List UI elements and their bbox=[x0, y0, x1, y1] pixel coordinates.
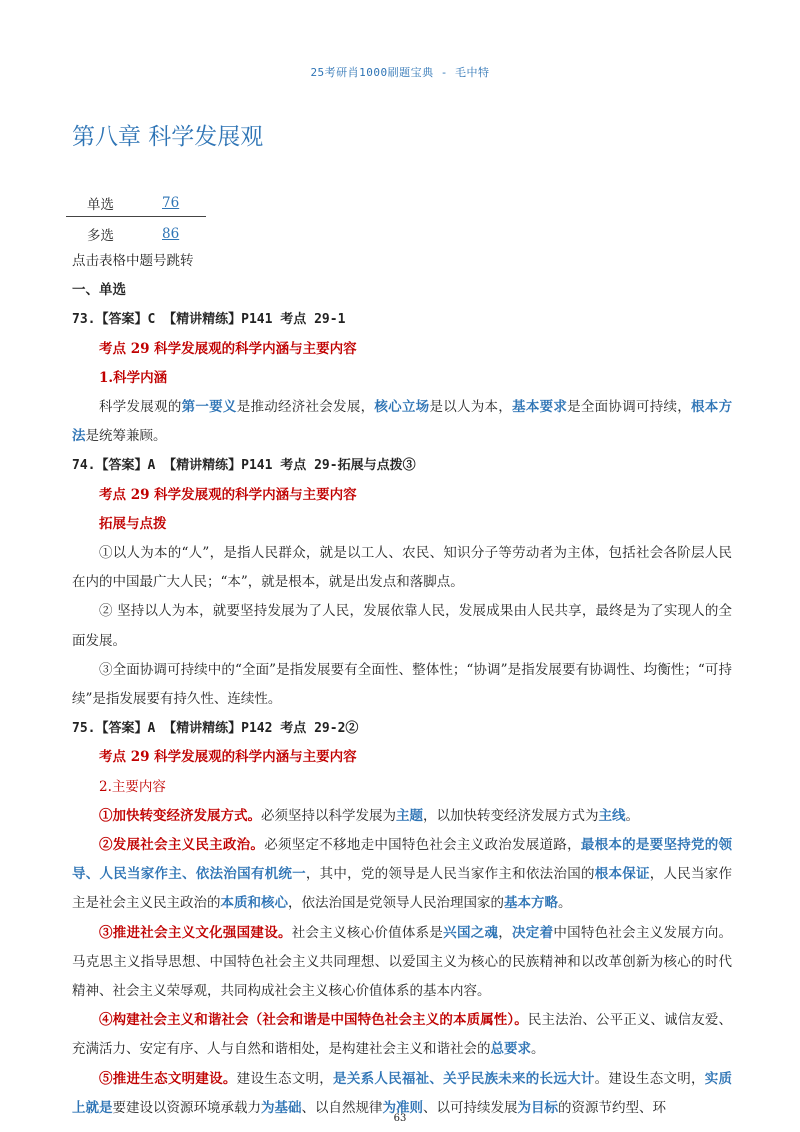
subtopic-heading: 拓展与点拨 bbox=[99, 515, 167, 532]
explanation-paragraph: ② 坚持以人为本，就要坚持发展为了人民，发展依靠人民，发展成果由人民共享，最终是为了实现人的全面发展。 bbox=[72, 603, 732, 649]
explanation-paragraph: ①以人为本的“人”，是指人民群众，就是以工人、农民、知识分子等劳动者为主体，包括社会各阶层人民在内的中国最广大人民；“本”，就是根本，就是出发点和落脚点。 bbox=[72, 545, 732, 591]
explanation-paragraph: ①加快转变经济发展方式。必须坚持以科学发展为主题，以加快转变经济发展方式为主线。 bbox=[99, 807, 639, 824]
toc-link-multi[interactable]: 86 bbox=[162, 225, 180, 242]
question-74-header: 74.【答案】A 【精讲精练】P141 考点 29-拓展与点拨③ bbox=[72, 458, 416, 474]
explanation-paragraph: 科学发展观的第一要义是推动经济社会发展，核心立场是以人为本，基本要求是全面协调可持续，根本方法是统筹兼顾。 bbox=[72, 399, 733, 445]
toc-label: 多选 bbox=[87, 227, 114, 244]
explanation-paragraph: ⑤推进生态文明建设。建设生态文明，是关系人民福祉、关乎民族未来的长远大计。建设生态文明，实质上就是要建设以资源环境承载力为基础、以自然规律为准则、以可持续发展为目标的资源节约型、环 bbox=[72, 1070, 733, 1116]
toc-row-single bbox=[66, 189, 206, 217]
jump-hint: 点击表格中题号跳转 bbox=[72, 253, 194, 269]
explanation-paragraph: ②发展社会主义民主政治。必须坚定不移地走中国特色社会主义政治发展道路，最根本的是要坚持党的领导、人民当家作主、依法治国有机统一，其中，党的领导是人民当家作主和依法治国的根本保证，人民当家作主是社会主义民主政治的本质和核心，依法治国是党领导人民治理国家的基本方略。 bbox=[72, 837, 733, 912]
question-75-header: 75.【答案】A 【精讲精练】P142 考点 29-2② bbox=[72, 721, 359, 737]
toc-table bbox=[66, 189, 206, 247]
topic-heading: 考点 29 科学发展观的科学内涵与主要内容 bbox=[99, 486, 357, 503]
explanation-paragraph: ④构建社会主义和谐社会（社会和谐是中国特色社会主义的本质属性）。民主法治、公平正义、诚信友爱、充满活力、安定有序、人与自然和谐相处，是构建社会主义和谐社会的总要求。 bbox=[72, 1012, 733, 1058]
main-content bbox=[72, 247, 732, 1123]
running-header: 25考研肖1000刷题宝典 - 毛中特 bbox=[310, 66, 490, 79]
subtopic-heading: 2.主要内容 bbox=[99, 778, 166, 795]
topic-heading: 考点 29 科学发展观的科学内涵与主要内容 bbox=[99, 340, 357, 357]
question-73-header: 73.【答案】C 【精讲精练】P141 考点 29-1 bbox=[72, 312, 346, 328]
section-heading: 一、单选 bbox=[72, 282, 126, 299]
toc-link-single[interactable]: 76 bbox=[162, 194, 180, 211]
chapter-title: 第八章 科学发展观 bbox=[72, 124, 264, 150]
explanation-paragraph: ③全面协调可持续中的“全面”是指发展要有全面性、整体性；“协调”是指发展要有协调性、均衡性；“可持续”是指发展要有持久性、连续性。 bbox=[72, 661, 732, 708]
page-number: 63 bbox=[393, 1113, 407, 1124]
toc-row-multi bbox=[66, 220, 206, 247]
topic-heading: 考点 29 科学发展观的科学内涵与主要内容 bbox=[99, 749, 357, 766]
subtopic-heading: 1.科学内涵 bbox=[99, 369, 168, 386]
explanation-paragraph: ③推进社会主义文化强国建设。社会主义核心价值体系是兴国之魂，决定着中国特色社会主义发展方向。马克思主义指导思想、中国特色社会主义共同理想、以爱国主义为核心的民族精神和以改革创新为核心的时代精神、社会主义荣辱观，共同构成社会主义核心价值体系的基本内容。 bbox=[72, 924, 733, 1000]
toc-label: 单选 bbox=[87, 196, 114, 213]
